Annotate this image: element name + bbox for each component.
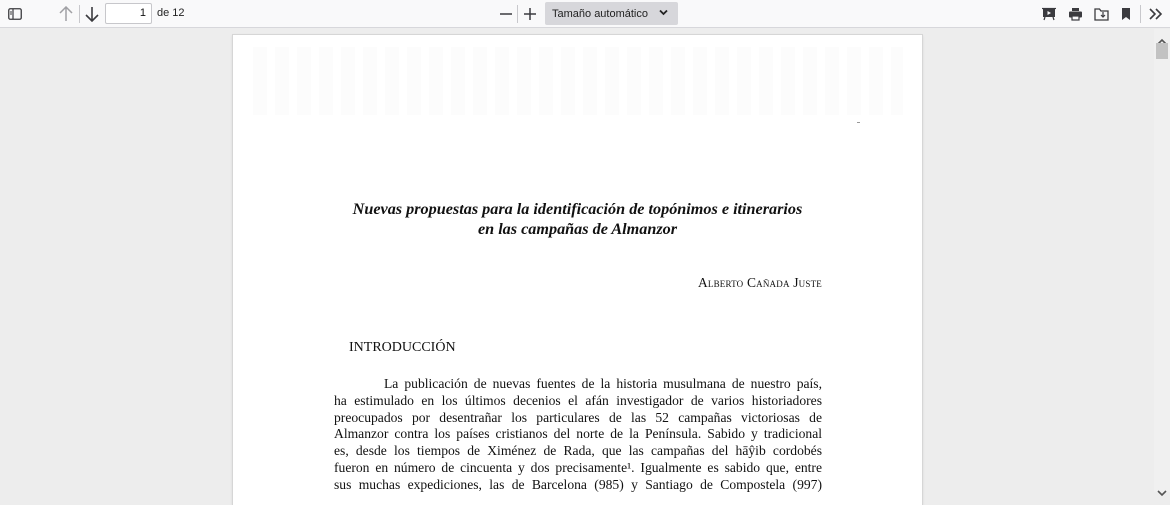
toolbar-separator <box>517 5 518 23</box>
toolbar-separator <box>1140 5 1141 23</box>
body-line: es, desde los tiempos de Ximénez de Rada, que las campañas del hāŷib cordobés <box>334 443 822 459</box>
body-line: preocupados por desentrañar los particulares de las 52 campañas victoriosas de <box>334 409 822 425</box>
zoom-out-button[interactable] <box>497 2 515 26</box>
page-bleed-through <box>253 47 903 115</box>
document-title-line-1: Nuevas propuestas para la identificación de topónimos e itinerarios <box>352 200 803 218</box>
page-speck <box>857 122 860 123</box>
print-icon <box>1068 7 1083 21</box>
previous-page-button[interactable] <box>57 2 75 26</box>
document-author: Alberto Cañada Juste <box>697 275 822 290</box>
arrow-down-icon <box>85 6 99 22</box>
more-tools-icon <box>1149 8 1163 20</box>
document-title-line-2: en las campañas de Almanzor <box>477 220 678 238</box>
body-line: Almanzor contra los países cristianos del norte de la Península. Sabido y tradicional <box>334 426 822 442</box>
body-paragraph <box>334 376 822 494</box>
zoom-in-button[interactable] <box>521 2 539 26</box>
sidebar-icon <box>8 8 22 20</box>
bookmark-icon <box>1121 7 1131 21</box>
print-button[interactable] <box>1066 2 1084 26</box>
presentation-mode-button[interactable] <box>1040 2 1058 26</box>
scroll-down-icon[interactable] <box>1157 482 1167 490</box>
zoom-level-value: Tamaño automático <box>552 7 648 20</box>
save-button[interactable] <box>1092 2 1110 26</box>
arrow-up-icon <box>59 6 73 22</box>
toolbar-separator <box>79 5 80 23</box>
pdf-toolbar <box>0 0 1170 28</box>
body-line: sus muchas expediciones, las de Barcelona (985) y Santiago de Compostela (997) <box>334 476 822 492</box>
document-viewer[interactable] <box>0 29 1154 492</box>
vertical-scrollbar[interactable] <box>1154 29 1170 492</box>
body-line: fueron en número de cincuenta y dos precisamente¹. Igualmente es sabido que, entre <box>334 459 822 475</box>
next-page-button[interactable] <box>83 2 101 26</box>
page-count-label: de 12 <box>157 7 185 19</box>
scroll-up-icon[interactable] <box>1157 31 1167 39</box>
body-line: La publicación de nuevas fuentes de la historia musulmana de nuestro país, <box>384 376 822 391</box>
more-tools-button[interactable] <box>1146 2 1166 26</box>
page-number-input[interactable]: 1 <box>105 3 152 24</box>
scrollbar-thumb[interactable] <box>1156 43 1168 59</box>
zoom-level-select[interactable] <box>545 2 678 25</box>
save-icon <box>1094 7 1109 21</box>
section-heading: INTRODUCCIÓN <box>349 340 456 355</box>
sidebar-toggle-button[interactable] <box>6 2 24 26</box>
body-line: ha estimulado en los últimos decenios el afán investigador de varios historiadores <box>334 392 822 408</box>
plus-icon <box>523 7 537 21</box>
bookmark-button[interactable] <box>1117 2 1135 26</box>
chevron-down-icon <box>659 8 668 20</box>
presentation-mode-icon <box>1042 7 1056 21</box>
minus-icon <box>499 7 513 21</box>
pdf-page <box>233 35 922 505</box>
